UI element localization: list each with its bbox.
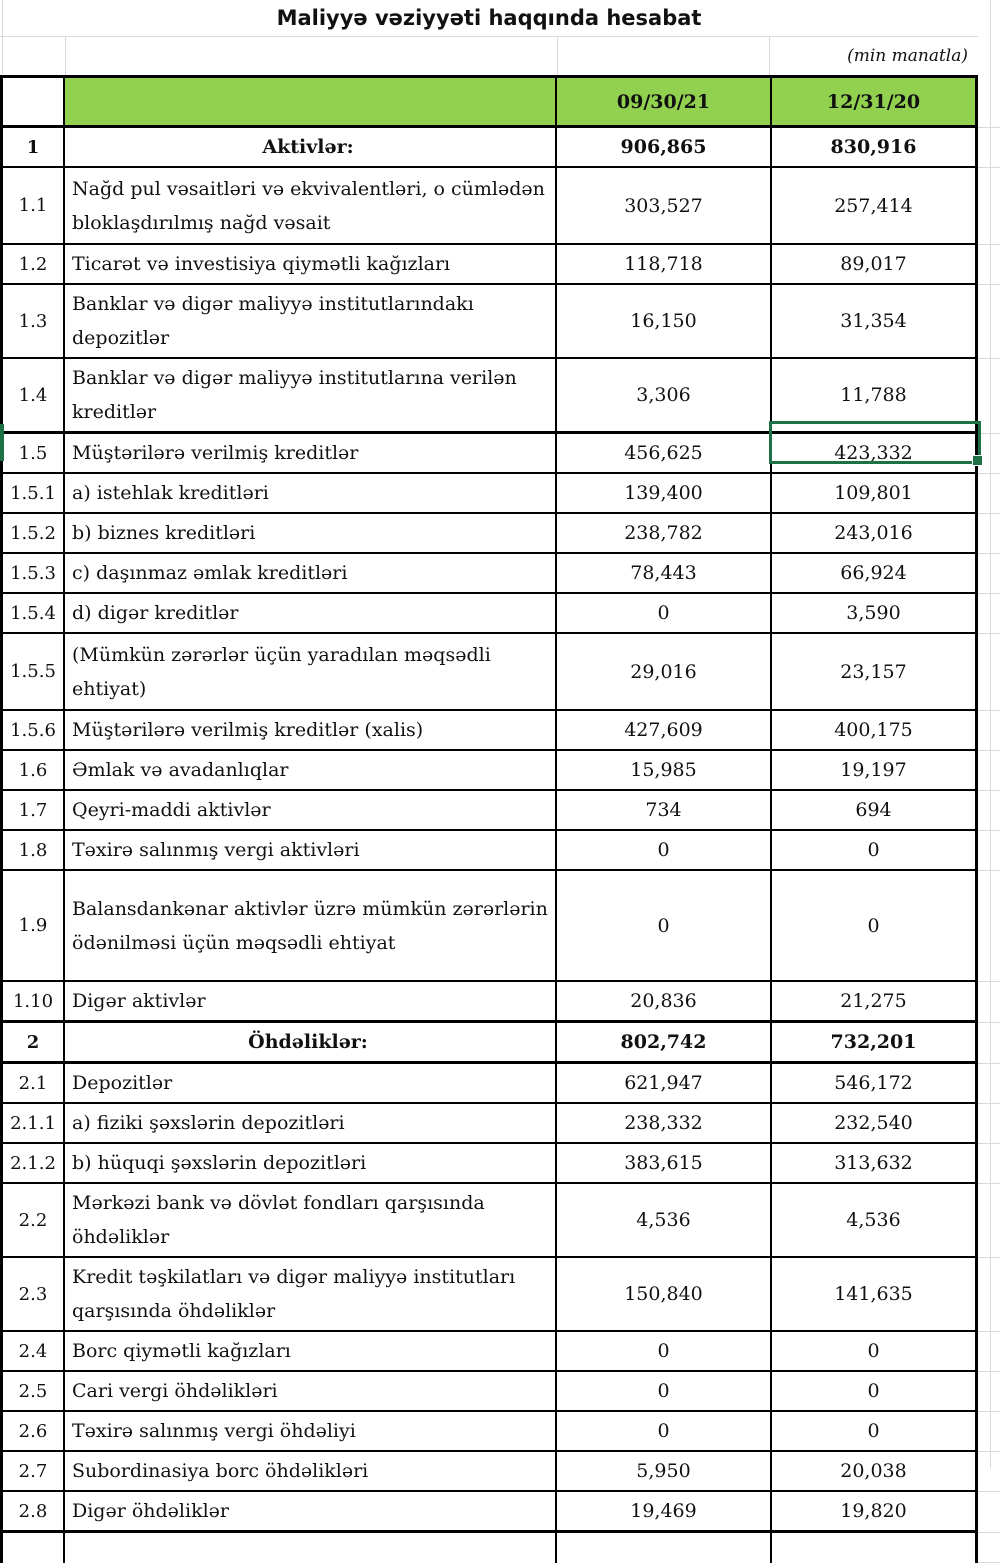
cell-value-12-31-20[interactable]: 0 (772, 831, 978, 871)
cell-value-12-31-20[interactable]: 732,201 (772, 1023, 978, 1064)
cell-label[interactable] (65, 1533, 557, 1563)
cell-label[interactable]: b) hüquqi şəxslərin depozitləri (65, 1144, 557, 1184)
cell-row-no[interactable]: 2.2 (0, 1184, 65, 1258)
table-row (0, 285, 1000, 359)
cell-value-09-30-21[interactable]: 19,469 (557, 1492, 772, 1533)
cell-row-no[interactable]: 2.3 (0, 1258, 65, 1332)
cell-label[interactable]: b) biznes kreditləri (65, 514, 557, 554)
cell-value-12-31-20[interactable]: 830,916 (772, 128, 978, 168)
table-row (0, 245, 1000, 285)
table-row (0, 474, 1000, 514)
gutter-cell (978, 514, 1000, 554)
gridline (65, 37, 66, 75)
cell-value-12-31-20[interactable]: 11,788 (772, 359, 978, 434)
cell-row-no[interactable]: 1.5.1 (0, 474, 65, 514)
cell-value-09-30-21[interactable]: 29,016 (557, 634, 772, 711)
row-selection-indicator (0, 424, 4, 461)
cell-label[interactable]: a) istehlak kreditləri (65, 474, 557, 514)
gutter-cell (978, 75, 1000, 128)
cell-value-12-31-20[interactable]: 0 (772, 1372, 978, 1412)
gutter-cell (978, 751, 1000, 791)
selected-cell[interactable]: 423,332 (772, 434, 978, 474)
cell-row-no[interactable]: 2 (0, 1023, 65, 1064)
cell-value-12-31-20[interactable]: 257,414 (772, 168, 978, 245)
report-title-cell[interactable] (0, 0, 978, 37)
gutter-cell (978, 982, 1000, 1023)
gridline (557, 37, 558, 75)
gridline (769, 37, 770, 75)
table-row (0, 514, 1000, 554)
table-row (0, 1144, 1000, 1184)
cell-value-12-31-20[interactable]: 141,635 (772, 1258, 978, 1332)
table-row (0, 1332, 1000, 1372)
cell-label[interactable]: Mərkəzi bank və dövlət fondları qarşısında öhdəliklər (65, 1184, 557, 1258)
report-title: Maliyyə vəziyyəti haqqında hesabat (276, 6, 702, 30)
table-row (0, 634, 1000, 711)
gutter-cell (978, 831, 1000, 871)
cell-value-12-31-20[interactable]: 21,275 (772, 982, 978, 1023)
sheet-gridline-vertical (990, 0, 991, 1468)
cell-row-no[interactable]: 1 (0, 128, 65, 168)
cell-value-09-30-21[interactable]: 118,718 (557, 245, 772, 285)
table-body (0, 128, 1000, 1563)
cell-value-12-31-20[interactable]: 313,632 (772, 1144, 978, 1184)
table-row (0, 1372, 1000, 1412)
cell-value-09-30-21[interactable]: 78,443 (557, 554, 772, 594)
cell-value-09-30-21[interactable]: 0 (557, 1332, 772, 1372)
cell-value-12-31-20[interactable]: 109,801 (772, 474, 978, 514)
cell-value-12-31-20[interactable]: 89,017 (772, 245, 978, 285)
cell-label[interactable]: Aktivlər: (65, 128, 557, 168)
gutter-cell (978, 1104, 1000, 1144)
cell-row-no[interactable]: 1.9 (0, 871, 65, 982)
cell-value-12-31-20[interactable]: 400,175 (772, 711, 978, 751)
gutter-cell (978, 1184, 1000, 1258)
gutter-cell (978, 791, 1000, 831)
cell-row-no[interactable]: 1.8 (0, 831, 65, 871)
table-row (0, 751, 1000, 791)
gutter-cell (978, 1332, 1000, 1372)
cell-label[interactable]: Təxirə salınmış vergi aktivləri (65, 831, 557, 871)
cell-value-12-31-20[interactable]: 19,197 (772, 751, 978, 791)
cell-row-no[interactable]: 1.5 (0, 434, 65, 474)
cell-label[interactable]: Müştərilərə verilmiş kreditlər (xalis) (65, 711, 557, 751)
cell-label[interactable]: Ticarət və investisiya qiymətli kağızları (65, 245, 557, 285)
cell-value-12-31-20[interactable]: 23,157 (772, 634, 978, 711)
cell-row-no[interactable]: 2.1.1 (0, 1104, 65, 1144)
cell-value-09-30-21[interactable]: 20,836 (557, 982, 772, 1023)
cell-label[interactable]: Nağd pul vəsaitləri və ekvivalentləri, o cümlədən bloklaşdırılmış nağd vəsait (65, 168, 557, 245)
header-date1-cell[interactable]: 09/30/21 (557, 75, 772, 128)
cell-value-09-30-21[interactable]: 906,865 (557, 128, 772, 168)
cell-value-09-30-21[interactable]: 16,150 (557, 285, 772, 359)
gutter-cell (978, 594, 1000, 634)
cell-label[interactable]: (Mümkün zərərlər üçün yaradılan məqsədli ehtiyat) (65, 634, 557, 711)
cell-value-12-31-20[interactable]: 66,924 (772, 554, 978, 594)
table-row (0, 791, 1000, 831)
cell-value-09-30-21[interactable]: 0 (557, 831, 772, 871)
cell-label[interactable]: c) daşınmaz əmlak kreditləri (65, 554, 557, 594)
cell-value-12-31-20[interactable]: 3,590 (772, 594, 978, 634)
cell-value-09-30-21[interactable]: 303,527 (557, 168, 772, 245)
gutter-cell (978, 1492, 1000, 1533)
gutter-cell (978, 285, 1000, 359)
cell-row-no[interactable]: 2.8 (0, 1492, 65, 1533)
gutter-cell (978, 871, 1000, 982)
header-date2-cell[interactable]: 12/31/20 (772, 75, 978, 128)
cell-value-09-30-21[interactable]: 621,947 (557, 1064, 772, 1104)
table-row (0, 1492, 1000, 1533)
gutter-cell (978, 1372, 1000, 1412)
cell-row-no[interactable]: 1.5.3 (0, 554, 65, 594)
table-row (0, 168, 1000, 245)
cell-value-12-31-20[interactable] (772, 1533, 978, 1563)
cell-value-12-31-20[interactable]: 31,354 (772, 285, 978, 359)
cell-label[interactable]: Öhdəliklər: (65, 1023, 557, 1064)
selection-border[interactable] (769, 421, 981, 464)
cell-row-no[interactable]: 1.10 (0, 982, 65, 1023)
cell-value-12-31-20[interactable]: 19,820 (772, 1492, 978, 1533)
cell-value-09-30-21[interactable]: 734 (557, 791, 772, 831)
gutter-cell (978, 1533, 1000, 1563)
cell-value-09-30-21[interactable]: 456,625 (557, 434, 772, 474)
cell-row-no[interactable]: 2.6 (0, 1412, 65, 1452)
table-row (0, 711, 1000, 751)
cell-value-09-30-21[interactable]: 0 (557, 594, 772, 634)
cell-value-09-30-21[interactable]: 15,985 (557, 751, 772, 791)
gutter-cell (978, 474, 1000, 514)
table-row (0, 554, 1000, 594)
cell-label[interactable]: Banklar və digər maliyyə institutlarına verilən kreditlər (65, 359, 557, 434)
unit-note-row[interactable] (0, 37, 978, 75)
gutter-cell (978, 168, 1000, 245)
cell-value-09-30-21[interactable]: 4,536 (557, 1184, 772, 1258)
cell-value-12-31-20[interactable]: 4,536 (772, 1184, 978, 1258)
cell-value-12-31-20[interactable]: 546,172 (772, 1064, 978, 1104)
cell-label[interactable]: Subordinasiya borc öhdəlikləri (65, 1452, 557, 1492)
cell-value-09-30-21[interactable]: 139,400 (557, 474, 772, 514)
table-row (0, 1104, 1000, 1144)
cell-value-09-30-21[interactable]: 0 (557, 871, 772, 982)
cell-row-no[interactable]: 2.4 (0, 1332, 65, 1372)
table-row (0, 1184, 1000, 1258)
cell-label[interactable]: Balansdankənar aktivlər üzrə mümkün zərərlərin ödənilməsi üçün məqsədli ehtiyat (65, 871, 557, 982)
cell-value-09-30-21[interactable]: 5,950 (557, 1452, 772, 1492)
cell-label[interactable]: Borc qiymətli kağızları (65, 1332, 557, 1372)
cell-row-no[interactable]: 1.2 (0, 245, 65, 285)
cell-row-no[interactable]: 1.5.5 (0, 634, 65, 711)
gutter-cell (978, 634, 1000, 711)
cell-value-09-30-21[interactable]: 3,306 (557, 359, 772, 434)
cell-value-09-30-21[interactable]: 238,782 (557, 514, 772, 554)
cell-label[interactable]: Kredit təşkilatları və digər maliyyə institutları qarşısında öhdəliklər (65, 1258, 557, 1332)
cell-value-09-30-21[interactable]: 383,615 (557, 1144, 772, 1184)
header-label-cell[interactable] (65, 75, 557, 128)
cell-label[interactable]: Digər öhdəliklər (65, 1492, 557, 1533)
cell-label[interactable]: Digər aktivlər (65, 982, 557, 1023)
table-row (0, 1064, 1000, 1104)
table-row (0, 831, 1000, 871)
cell-row-no[interactable]: 1.3 (0, 285, 65, 359)
gutter-cell (978, 1023, 1000, 1064)
table-row-empty (0, 1533, 1000, 1563)
cell-value-09-30-21[interactable]: 0 (557, 1372, 772, 1412)
cell-label[interactable]: d) digər kreditlər (65, 594, 557, 634)
cell-row-no[interactable]: 1.5.6 (0, 711, 65, 751)
cell-row-no[interactable]: 1.1 (0, 168, 65, 245)
table-row (0, 1452, 1000, 1492)
cell-row-no[interactable]: 1.6 (0, 751, 65, 791)
gutter-cell (978, 711, 1000, 751)
cell-row-no[interactable] (0, 1533, 65, 1563)
cell-row-no[interactable]: 1.5.4 (0, 594, 65, 634)
gutter-cell (978, 1144, 1000, 1184)
unit-note: (min manatla) (847, 46, 968, 66)
gutter-cell (978, 359, 1000, 434)
cell-row-no[interactable]: 2.5 (0, 1372, 65, 1412)
cell-value-12-31-20[interactable]: 20,038 (772, 1452, 978, 1492)
cell-value-09-30-21[interactable]: 802,742 (557, 1023, 772, 1064)
cell-label[interactable]: Təxirə salınmış vergi öhdəliyi (65, 1412, 557, 1452)
cell-label[interactable]: Banklar və digər maliyyə institutlarındakı depozitlər (65, 285, 557, 359)
cell-value-09-30-21[interactable]: 150,840 (557, 1258, 772, 1332)
gutter-cell (978, 1064, 1000, 1104)
gutter-cell (978, 245, 1000, 285)
cell-row-no[interactable]: 1.7 (0, 791, 65, 831)
cell-label[interactable]: Qeyri-maddi aktivlər (65, 791, 557, 831)
cell-label[interactable]: Müştərilərə verilmiş kreditlər (65, 434, 557, 474)
cell-value-12-31-20[interactable]: 0 (772, 1412, 978, 1452)
cell-value-09-30-21[interactable]: 427,609 (557, 711, 772, 751)
cell-value-09-30-21[interactable]: 0 (557, 1412, 772, 1452)
cell-value-09-30-21[interactable]: 238,332 (557, 1104, 772, 1144)
fill-handle[interactable] (972, 455, 983, 466)
table-row (0, 1412, 1000, 1452)
gutter-cell (978, 1258, 1000, 1332)
cell-value-12-31-20[interactable]: 243,016 (772, 514, 978, 554)
gutter-cell (978, 1452, 1000, 1492)
cell-value-12-31-20[interactable]: 0 (772, 1332, 978, 1372)
table-row (0, 128, 1000, 168)
cell-row-no[interactable]: 2.7 (0, 1452, 65, 1492)
gutter-cell (978, 434, 1000, 474)
cell-row-no[interactable]: 1.4 (0, 359, 65, 434)
table-row (0, 1023, 1000, 1064)
cell-label[interactable]: Depozitlər (65, 1064, 557, 1104)
gutter-cell (978, 554, 1000, 594)
sheet-gridline-left (2, 0, 3, 74)
cell-value-12-31-20[interactable]: 232,540 (772, 1104, 978, 1144)
table-row (0, 982, 1000, 1023)
cell-row-no[interactable]: 1.5.2 (0, 514, 65, 554)
cell-label[interactable]: Əmlak və avadanlıqlar (65, 751, 557, 791)
gutter-cell (978, 1412, 1000, 1452)
cell-value-09-30-21[interactable] (557, 1533, 772, 1563)
header-row (0, 75, 1000, 128)
table-row (0, 871, 1000, 982)
table-row (0, 594, 1000, 634)
cell-row-no[interactable]: 2.1 (0, 1064, 65, 1104)
header-corner-cell[interactable] (0, 75, 65, 128)
cell-value-12-31-20[interactable]: 694 (772, 791, 978, 831)
cell-value-12-31-20[interactable]: 0 (772, 871, 978, 982)
table-row (0, 1258, 1000, 1332)
cell-label[interactable]: a) fiziki şəxslərin depozitləri (65, 1104, 557, 1144)
cell-row-no[interactable]: 2.1.2 (0, 1144, 65, 1184)
cell-label[interactable]: Cari vergi öhdəlikləri (65, 1372, 557, 1412)
gutter-cell (978, 128, 1000, 168)
